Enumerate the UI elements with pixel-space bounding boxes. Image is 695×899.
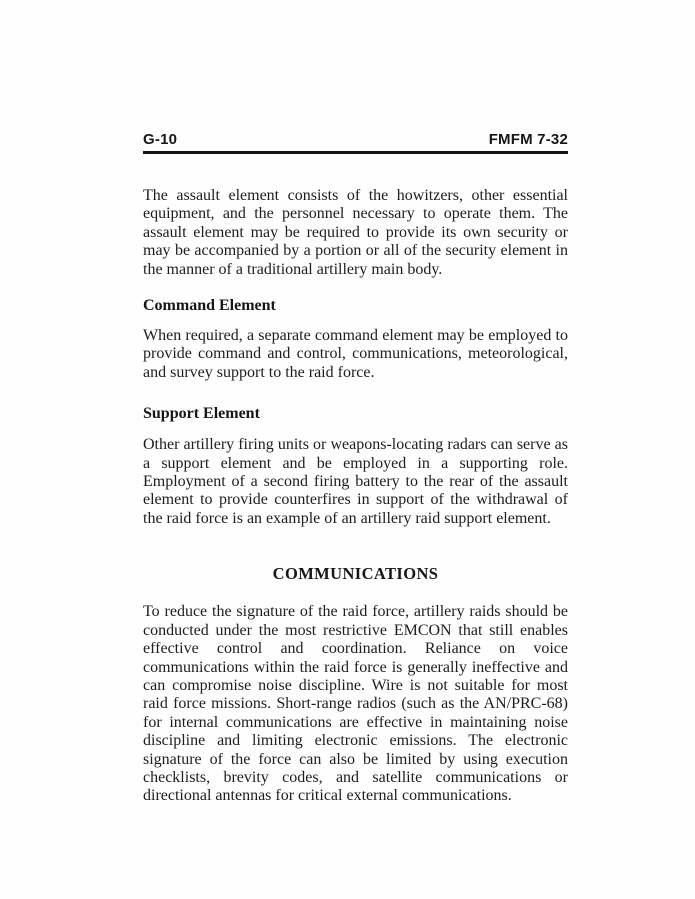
command-element-paragraph: When required, a separate command element may be employed to provide command and control, communications, meteorological, and survey support to the raid force. — [143, 327, 568, 381]
support-element-heading: Support Element — [143, 405, 260, 423]
assault-element-paragraph: The assault element consists of the howitzers, other essential equipment, and the personnel necessary to operate them. The assault element may be required to provide its own security or may be accompanied by a portion or all of the security element in the manner of a traditional artillery main body. — [143, 187, 568, 278]
page-content — [143, 131, 568, 806]
command-element-heading: Command Element — [143, 297, 276, 315]
communications-section-heading: COMMUNICATIONS — [272, 564, 439, 584]
page-header — [143, 131, 568, 154]
header-page-number: G-10 — [143, 131, 178, 148]
communications-paragraph: To reduce the signature of the raid force, artillery raids should be conducted under the most restrictive EMCON that still enables effective control and coordination. Reliance on voice communications within the raid force is generally ineffective and can compromise noise discipline. Wire is not suitable for most raid force missions. Short-range radios (such as the AN/PRC-68) for internal communications are effective in maintaining noise discipline and limiting electronic emissions. The electronic signature of the force can also be limited by using execution checklists, brevity codes, and satellite communications or directional antennas for critical external communications. — [143, 603, 568, 805]
support-element-paragraph: Other artillery firing units or weapons-locating radars can serve as a support element and be employed in a supporting role. Employment of a second firing battery to the rear of the assault element to provide counterfires in support of the withdrawal of the raid force is an example of an artillery raid support element. — [143, 436, 568, 527]
header-doc-number: FMFM 7-32 — [488, 131, 568, 148]
